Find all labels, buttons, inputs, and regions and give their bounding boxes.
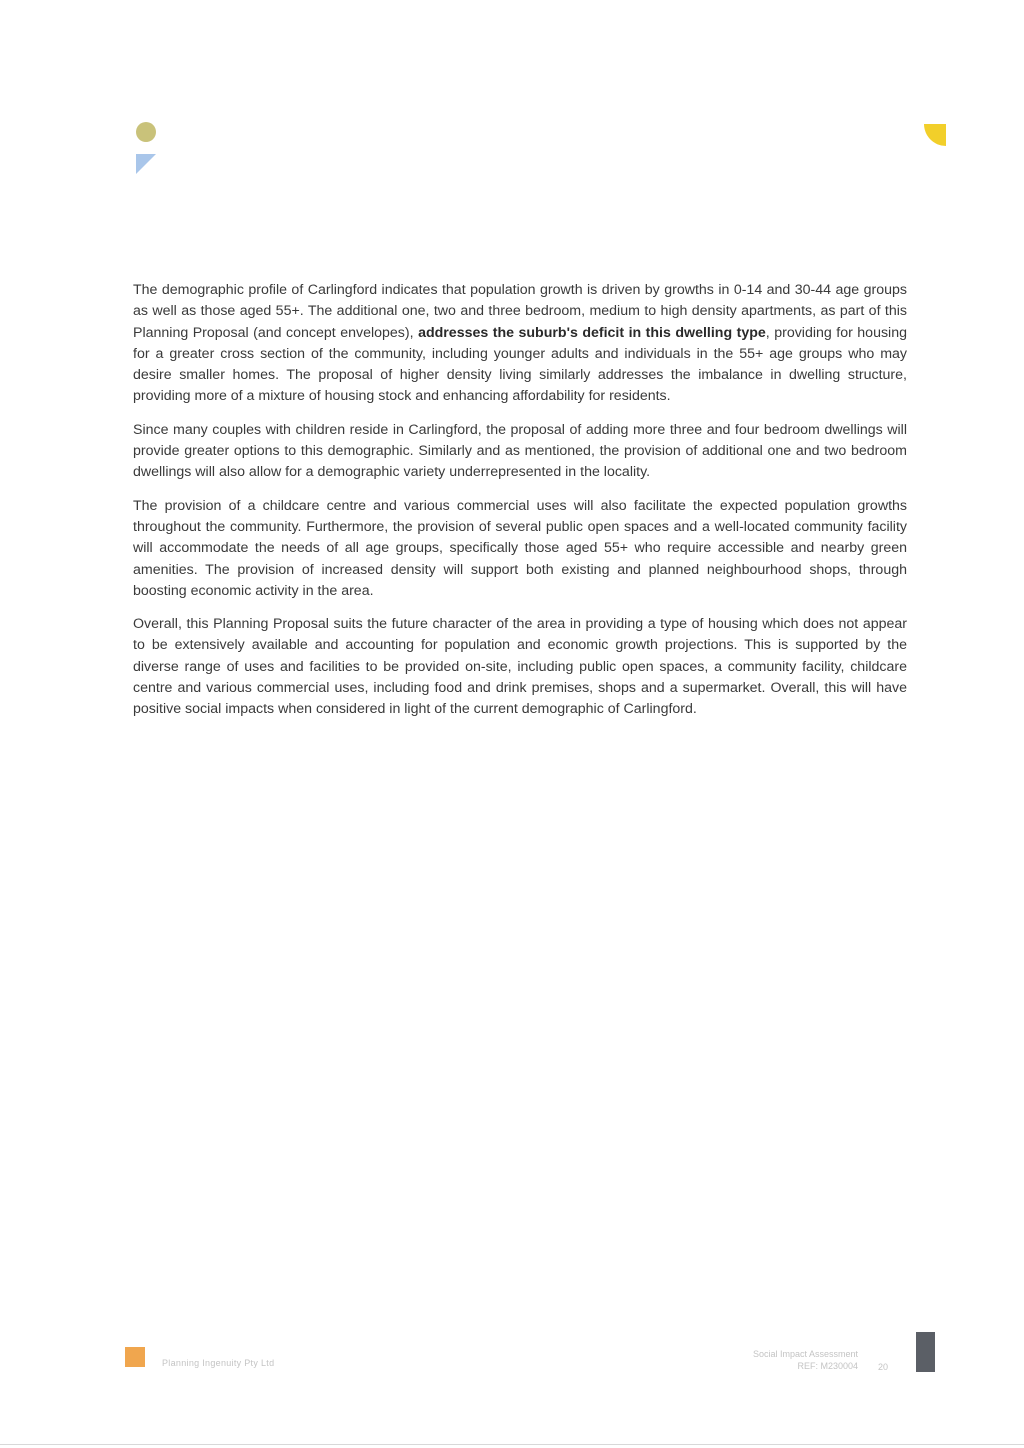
footer-company-name: Planning Ingenuity Pty Ltd: [162, 1358, 275, 1368]
paragraph-couples-with-children: Since many couples with children reside in Carlingford, the proposal of adding more three and four bedroom dwellings will provide greater options to this demographic. Similarly and as mentioned, the provision of additional one and two bedroom dwellings will also allow for a demographic variety underrepresented in the locality.: [133, 421, 907, 481]
paragraph-overall: Overall, this Planning Proposal suits the future character of the area in providing a type of housing which does not appear to be extensively available and accounting for population and economic growth projections. This is supported by the diverse range of uses and facilities to be provided on-site, including public open spaces, a community facility, childcare centre and various commercial uses, including food and drink premises, shops and a supermarket. Overall, this will have positive social impacts when considered in light of the current demographic of Carlingford.: [133, 616, 907, 718]
paragraph-demographic-profile: The demographic profile of Carlingford indicates that population growth is driven by growths in 0-14 and 30-44 age groups as well as those aged 55+. The additional one, two and three bedroom, medium to high density apartments, as part of this Planning Proposal (and concept envelopes), addresses the suburb's deficit in this dwelling type, providing for housing for a greater cross section of the community, including younger adults and individuals in the 55+ age groups who may desire smaller homes. The proposal of higher density living similarly addresses the imbalance in dwelling structure, providing more of a mixture of housing stock and enhancing affordability for residents.: [133, 282, 907, 405]
circle-decoration-icon: [136, 122, 156, 142]
triangle-decoration-icon: [136, 154, 156, 174]
footer-document-title: Social Impact Assessment: [752, 1349, 858, 1359]
corner-decoration-icon: [924, 124, 946, 146]
page-number: 20: [878, 1362, 889, 1372]
footer-bar-decoration: [916, 1332, 935, 1372]
highlighted-phrase: addresses the suburb's deficit in this dwelling type: [418, 324, 766, 341]
paragraph-childcare-commercial: The provision of a childcare centre and various commercial uses will also facilitate the expected population growths throughout the community. Furthermore, the provision of several public open spaces and a well-located community facility will accommodate the needs of all age groups, specifically those aged 55+ who require accessible and nearby green amenities. The provision of increased density will support both existing and planned neighbourhood shops, through boosting economic activity in the area.: [133, 497, 907, 599]
body-text: [133, 280, 907, 733]
footer-logo-square: [125, 1347, 145, 1367]
footer-document-info: [753, 1348, 858, 1372]
footer-reference: REF: M230004: [797, 1361, 858, 1371]
bottom-divider: [0, 1444, 1024, 1445]
